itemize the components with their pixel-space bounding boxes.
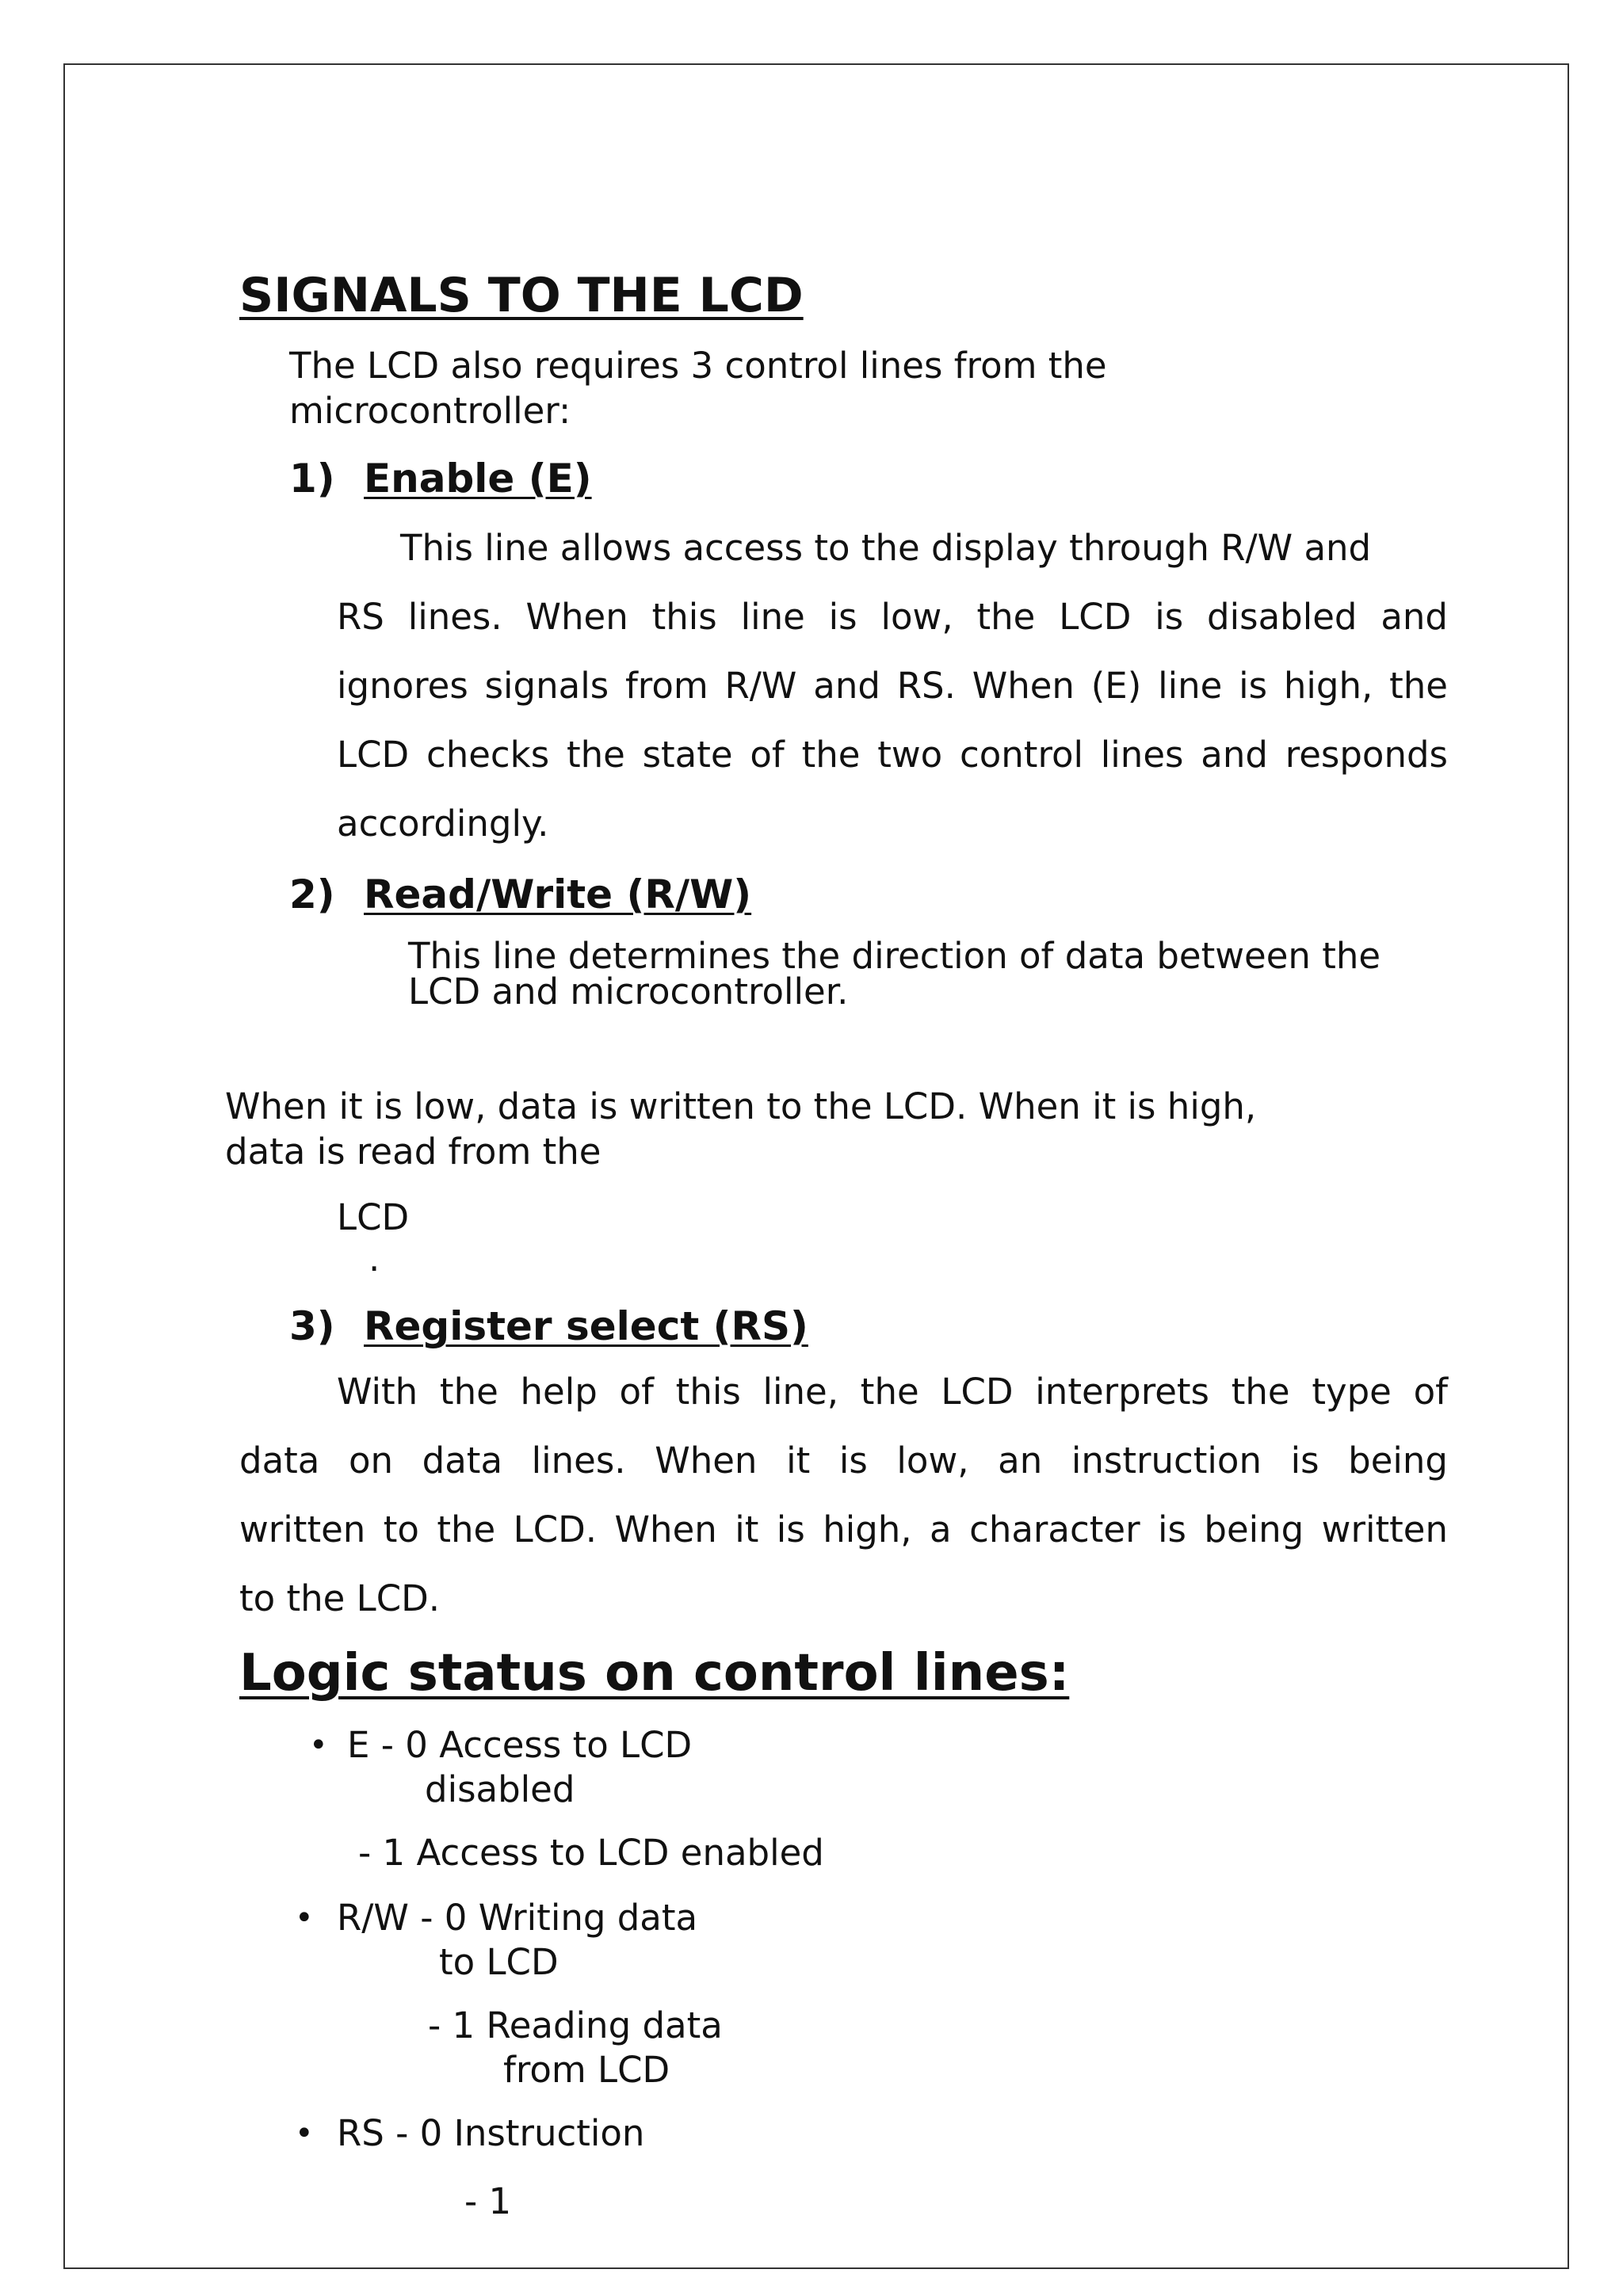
enable-title: Enable (E) — [364, 456, 592, 502]
readwrite-line-5: LCD — [337, 1196, 410, 1238]
rs-number: 3) — [289, 1303, 335, 1349]
enable-line-3: ignores signals from R/W and RS. When (E) line is high, the — [337, 665, 1448, 707]
logic-e1: - 1 Access to LCD enabled — [358, 1832, 824, 1874]
logic-rw0-line-2: to LCD — [439, 1941, 559, 1983]
logic-title: Logic status on control lines: — [239, 1644, 1070, 1703]
readwrite-line-1: This line determines the direction of data between the — [408, 935, 1381, 977]
enable-line-4: LCD checks the state of the two control lines and responds — [337, 734, 1448, 776]
bullet-rs: • — [295, 2115, 314, 2152]
logic-e0-line-2: disabled — [425, 1768, 575, 1810]
rs-line-3: written to the LCD. When it is high, a character is being written — [239, 1508, 1448, 1550]
logic-rw1-line-2: from LCD — [503, 2049, 670, 2091]
rs-line-2: data on data lines. When it is low, an instruction is being — [239, 1440, 1448, 1482]
enable-number: 1) — [289, 456, 335, 502]
rs-title: Register select (RS) — [364, 1303, 808, 1349]
readwrite-line-6: . — [369, 1238, 380, 1280]
readwrite-line-3: When it is low, data is written to the LCD. When it is high, — [225, 1085, 1257, 1127]
bullet-e: • — [309, 1727, 328, 1764]
enable-line-5: accordingly. — [337, 803, 549, 845]
intro-line-2: microcontroller: — [289, 390, 571, 432]
rs-line-4: to the LCD. — [239, 1577, 441, 1619]
logic-rw1-line-1: - 1 Reading data — [428, 2004, 723, 2046]
rs-line-1: With the help of this line, the LCD interprets the type of — [337, 1371, 1448, 1413]
readwrite-heading — [289, 871, 751, 917]
bullet-rw: • — [295, 1900, 314, 1936]
logic-e0-line-1: E - 0 Access to LCD — [347, 1724, 693, 1766]
logic-rs0: RS - 0 Instruction — [337, 2112, 645, 2154]
readwrite-line-2: LCD and microcontroller. — [408, 971, 849, 1013]
enable-line-1: This line allows access to the display through R/W and — [400, 527, 1372, 569]
enable-line-2: RS lines. When this line is low, the LCD is disabled and — [337, 596, 1448, 638]
readwrite-number: 2) — [289, 871, 335, 917]
logic-rw0-line-1: R/W - 0 Writing data — [337, 1897, 698, 1939]
readwrite-title: Read/Write (R/W) — [364, 871, 752, 917]
enable-heading — [289, 456, 592, 502]
section-title: SIGNALS TO THE LCD — [239, 268, 804, 323]
readwrite-line-4: data is read from the — [225, 1131, 601, 1173]
intro-line-1: The LCD also requires 3 control lines from the — [289, 345, 1107, 387]
logic-rs1: - 1 — [464, 2180, 512, 2222]
rs-heading — [289, 1303, 808, 1349]
